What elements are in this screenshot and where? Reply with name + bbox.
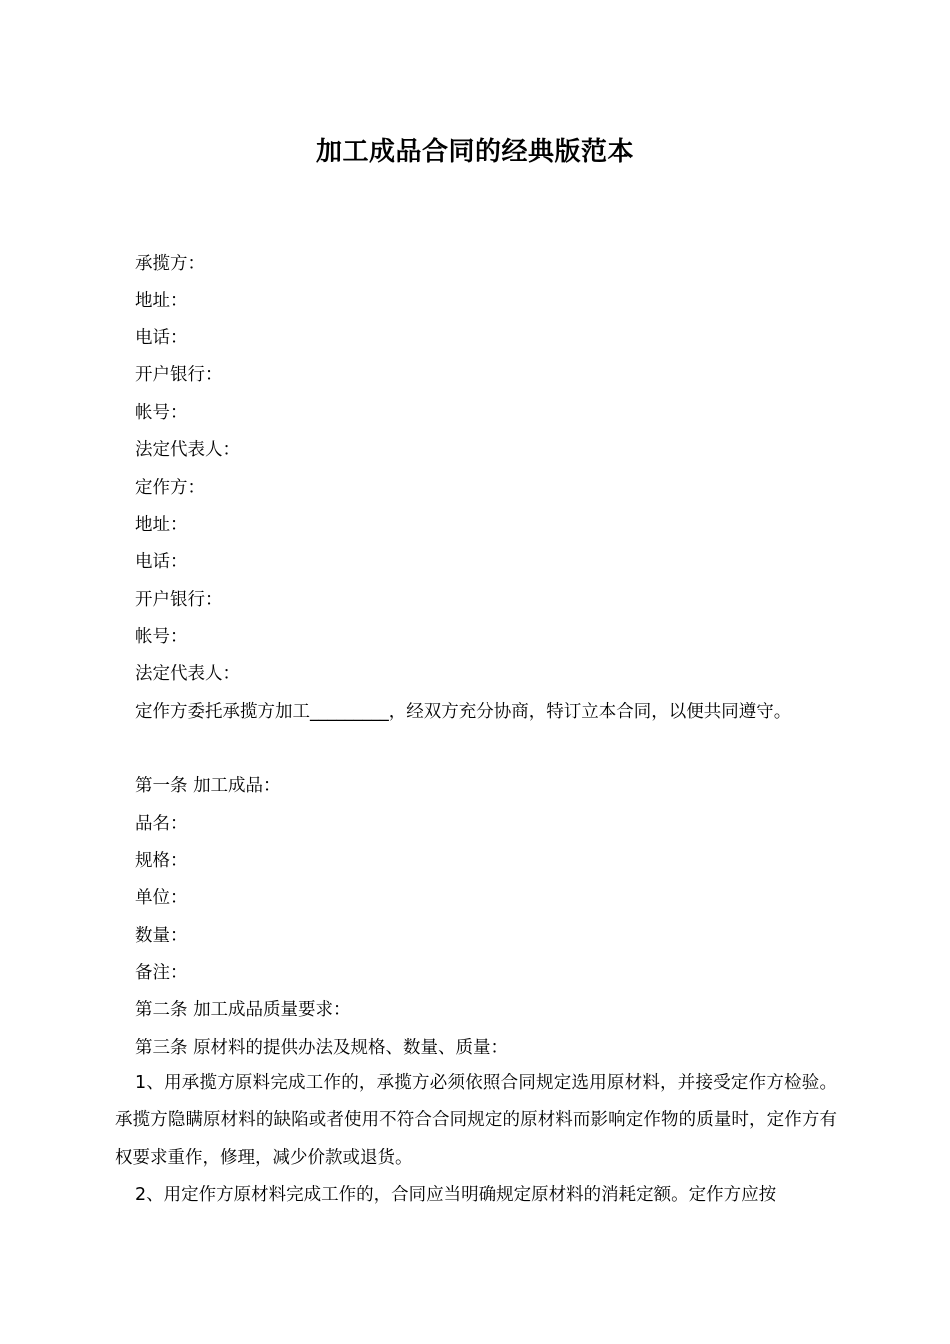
contractor-bank-label: 开户银行： (135, 365, 223, 385)
client-account-label: 帐号： (135, 627, 188, 647)
contractor-address-label: 地址： (135, 291, 188, 311)
client-representative-label: 法定代表人： (135, 664, 240, 684)
contractor-account-label: 帐号： (135, 403, 188, 423)
product-quantity-label: 数量： (135, 926, 188, 946)
client-name-label: 定作方： (135, 478, 205, 498)
client-bank-label: 开户银行： (135, 590, 223, 610)
document-title: 加工成品合同的经典版范本 (315, 137, 634, 167)
product-remarks-label: 备注： (135, 963, 188, 983)
contractor-representative-label: 法定代表人： (135, 440, 240, 460)
client-phone-label: 电话： (135, 552, 188, 572)
contractor-phone-label: 电话： (135, 328, 188, 348)
contractor-name-label: 承揽方： (135, 254, 205, 274)
clause-1-paragraph: 1、用承揽方原料完成工作的，承揽方必须依照合同规定选用原材料，并接受定作方检验。承揽方隐瞒原材料的缺陷或者使用不符合合同规定的原材料而影响定作物的质量时，定作方有权要求重作，修理，减少价款或退货。 (115, 1073, 837, 1168)
product-unit-label: 单位： (135, 888, 188, 908)
clause-2-paragraph: 2、用定作方原材料完成工作的，合同应当明确规定原材料的消耗定额。定作方应按 (135, 1185, 777, 1205)
product-name-label: 品名： (135, 814, 188, 834)
client-address-label: 地址： (135, 515, 188, 535)
product-spec-label: 规格： (135, 851, 188, 871)
article-3-heading: 第三条 原材料的提供办法及规格、数量、质量： (135, 1038, 509, 1058)
article-2-heading: 第二条 加工成品质量要求： (135, 1000, 351, 1020)
preamble-text: 定作方委托承揽方加工_________，经双方充分协商，特订立本合同，以便共同遵守。 (135, 702, 792, 722)
article-1-heading: 第一条 加工成品： (135, 776, 281, 796)
